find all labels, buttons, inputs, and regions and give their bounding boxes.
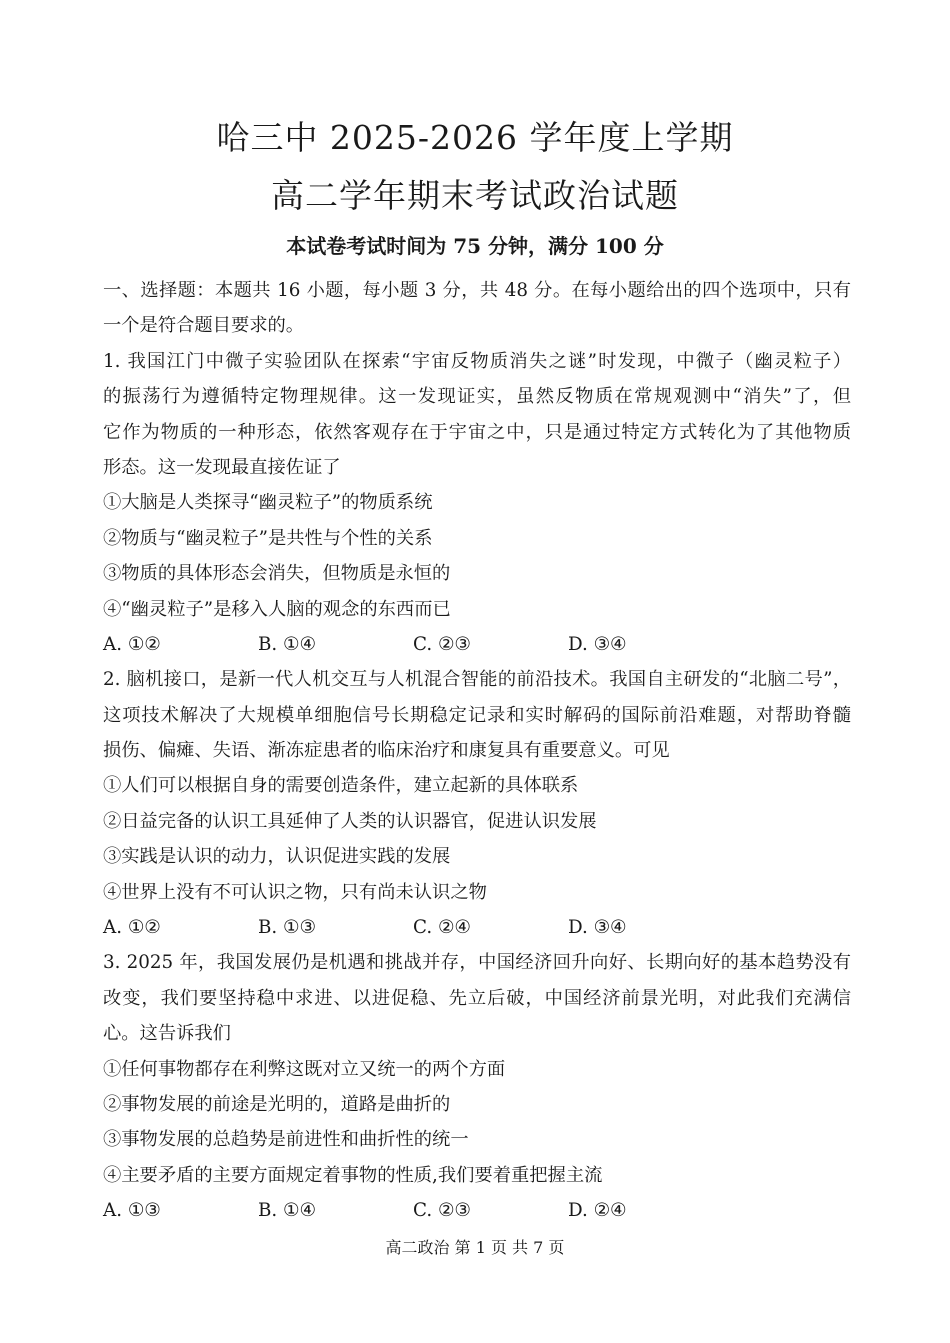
option-c[interactable]: C. ②④ <box>413 917 471 939</box>
question-2 <box>103 662 851 945</box>
section-intro-line: 一、选择题：本题共 16 小题，每小题 3 分，共 48 分。在每小题给出的四个选项中，只有 <box>103 280 851 301</box>
question-stem-line: 这项技术解决了大规模单细胞信号长期稳定记录和实时解码的国际前沿难题，对帮助脊髓 <box>103 704 851 726</box>
question-stem-line: 1. 我国江门中微子实验团队在探索“宇宙反物质消失之谜”时发现，中微子（幽灵粒子） <box>103 350 851 372</box>
exam-time-score-note: 本试卷考试时间为 75 分钟，满分 100 分 <box>286 234 664 258</box>
option-b[interactable]: B. ①③ <box>258 917 316 939</box>
statement-item: ①人们可以根据自身的需要创造条件，建立起新的具体联系 <box>103 775 579 797</box>
statement-item: ④“幽灵粒子”是移入人脑的观念的东西而已 <box>103 598 451 620</box>
question-stem-line: 3. 2025 年，我国发展仍是机遇和挑战并存，中国经济回升向好、长期向好的基本趋势没有 <box>103 952 851 974</box>
statement-item: ①大脑是人类探寻“幽灵粒子”的物质系统 <box>103 492 433 514</box>
question-stem-line: 损伤、偏瘫、失语、渐冻症患者的临床治疗和康复具有重要意义。可见 <box>103 740 670 762</box>
question-stem-line: 的振荡行为遵循特定物理规律。这一发现证实，虽然反物质在常规观测中“消失”了，但 <box>103 386 851 408</box>
exam-body <box>103 273 851 1229</box>
statement-item: ②事物发展的前途是光明的，道路是曲折的 <box>103 1093 451 1115</box>
option-d[interactable]: D. ②④ <box>568 1200 627 1222</box>
statement-item: ②物质与“幽灵粒子”是共性与个性的关系 <box>103 527 433 549</box>
exam-title-subject: 高二学年期末考试政治试题 <box>271 176 679 215</box>
option-c[interactable]: C. ②③ <box>413 633 471 655</box>
exam-title-school-term: 哈三中 2025-2026 学年度上学期 <box>216 118 734 157</box>
question-3 <box>103 945 851 1228</box>
statement-item: ②日益完备的认识工具延伸了人类的认识器官，促进认识发展 <box>103 810 597 832</box>
option-d[interactable]: D. ③④ <box>568 917 627 939</box>
question-stem-line: 2. 脑机接口，是新一代人机交互与人机混合智能的前沿技术。我国自主研发的“北脑二号”， <box>103 669 851 691</box>
statement-item: ③物质的具体形态会消失，但物质是永恒的 <box>103 563 451 585</box>
page-footer: 高二政治 第 1 页 共 7 页 <box>385 1238 565 1257</box>
answer-options <box>103 627 851 662</box>
statement-item: ③实践是认识的动力，认识促进实践的发展 <box>103 846 451 868</box>
option-d[interactable]: D. ③④ <box>568 633 627 655</box>
statement-item: ③事物发展的总趋势是前进性和曲折性的统一 <box>103 1129 469 1151</box>
section-intro-line: 一个是符合题目要求的。 <box>103 315 305 337</box>
question-stem-line: 改变，我们要坚持稳中求进、以进促稳、先立后破，中国经济前景光明，对此我们充满信 <box>103 987 851 1009</box>
question-stem-line: 形态。这一发现最直接佐证了 <box>103 456 341 478</box>
question-1 <box>103 344 851 663</box>
question-stem-line: 心。这告诉我们 <box>103 1023 231 1045</box>
option-c[interactable]: C. ②③ <box>413 1200 471 1222</box>
statement-item: ①任何事物都存在利弊这既对立又统一的两个方面 <box>103 1058 506 1080</box>
question-stem-line: 它作为物质的一种形态，依然客观存在于宇宙之中，只是通过特定方式转化为了其他物质 <box>103 421 851 443</box>
option-a[interactable]: A. ①③ <box>103 1200 161 1222</box>
answer-options <box>103 1193 851 1228</box>
answer-options <box>103 910 851 945</box>
statement-item: ④主要矛盾的主要方面规定着事物的性质,我们要着重把握主流 <box>103 1164 603 1186</box>
option-a[interactable]: A. ①② <box>103 917 161 939</box>
option-b[interactable]: B. ①④ <box>258 1200 316 1222</box>
option-b[interactable]: B. ①④ <box>258 633 316 655</box>
statement-item: ④世界上没有不可认识之物，只有尚未认识之物 <box>103 881 487 903</box>
option-a[interactable]: A. ①② <box>103 633 161 655</box>
